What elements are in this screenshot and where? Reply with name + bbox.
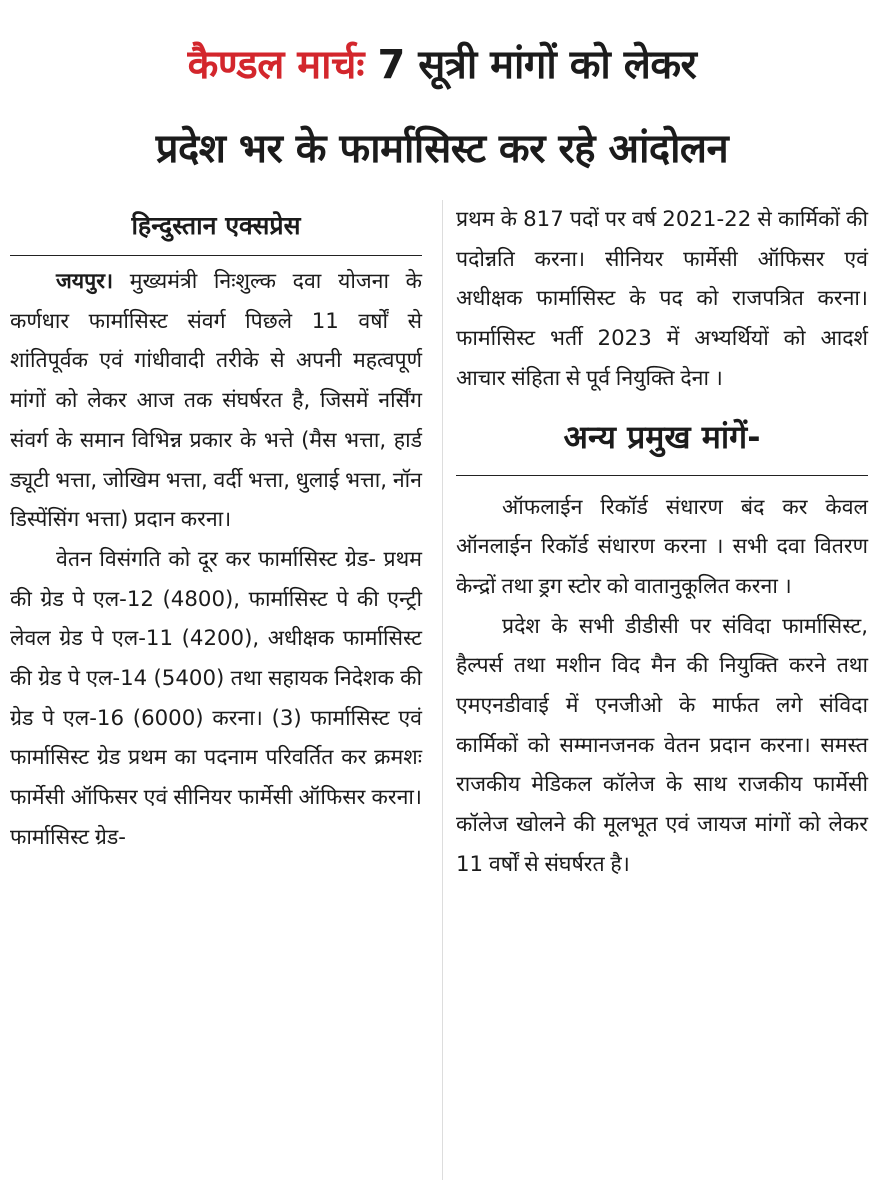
headline-line-2: प्रदेश भर के फार्मासिस्ट कर रहे आंदोलन: [155, 126, 729, 172]
headline-line-1: [0, 38, 884, 92]
paragraph-2: वेतन विसंगति को दूर कर फार्मासिस्ट ग्रेड- प्रथम की ग्रेड पे एल-12 (4800), फार्मासिस्ट पे की एन्ट्री लेवल ग्रेड पे एल-11 (4200), अधीक्षक फार्मासिस्ट की ग्रेड पे एल-14 (5400) तथा सहायक निदेशक की ग्रेड पे एल-16 (6000) करना। (3) फार्मासिस्ट एवं फार्मासिस्ट ग्रेड प्रथम का पदनाम परिवर्तित कर क्रमशः फार्मेसी ऑफिसर एवं सीनियर फार्मेसी ऑफिसर करना। फार्मासिस्ट ग्रेड-: [10, 546, 422, 850]
paragraph-1-text: मुख्यमंत्री निःशुल्क दवा योजना के कर्णधार फार्मासिस्ट संवर्ग पिछले 11 वर्षों से शांतिपूर्वक एवं गांधीवादी तरीके से अपनी महत्वपूर्ण मांगों को लेकर आज तक संघर्षरत है, जिसमें नर्सिंग संवर्ग के समान विभिन्न प्रकार के भत्ते (मैस भत्ता, हार्ड ड्यूटी भत्ता, जोखिम भत्ता, वर्दी भत्ता, धुलाई भत्ता, नॉन डिस्पेंसिंग भत्ता) प्रदान करना।: [10, 269, 422, 533]
paragraph-1: [10, 262, 422, 540]
subheading: अन्य प्रमुख मांगें-: [456, 407, 868, 476]
paragraph-4: ऑफलाईन रिकॉर्ड संधारण बंद कर केवल ऑनलाईन रिकॉर्ड संधारण करना । सभी दवा वितरण केन्द्रों तथा ड्रग स्टोर को वातानुकूलित करना ।: [456, 494, 868, 599]
right-column: [456, 200, 868, 885]
headline-line-1-rest: 7 सूत्री मांगों को लेकर: [364, 42, 697, 88]
dateline: जयपुर।: [56, 269, 114, 294]
paragraph-5: प्रदेश के सभी डीडीसी पर संविदा फार्मासिस्ट, हैल्पर्स तथा मशीन विद मैन की नियुक्ति करने तथा एमएनडीवाई में एनजीओ के मार्फत लगे संविदा कार्मिकों को सम्मानजनक वेतन प्रदान करना। समस्त राजकीय मेडिकल कॉलेज के साथ राजकीय फार्मेसी कॉलेज खोलने की मूलभूत एवं जायज मांगों को लेकर 11 वर्षों से संघर्षरत है।: [456, 613, 868, 877]
paragraph-3: प्रथम के 817 पदों पर वर्ष 2021-22 से कार्मिकों की पदोन्नति करना। सीनियर फार्मेसी ऑफिसर एवं अधीक्षक फार्मासिस्ट के पद को राजपत्रित करना। फार्मासिस्ट भर्ती 2023 में अभ्यर्थियों को आदर्श आचार संहिता से पूर्व नियुक्ति देना ।: [456, 207, 868, 391]
column-divider: [442, 200, 443, 1180]
headline-kicker: कैण्डल मार्चः: [187, 42, 365, 88]
byline: हिन्दुस्तान एक्सप्रेस: [10, 200, 422, 256]
left-column: [10, 200, 422, 858]
